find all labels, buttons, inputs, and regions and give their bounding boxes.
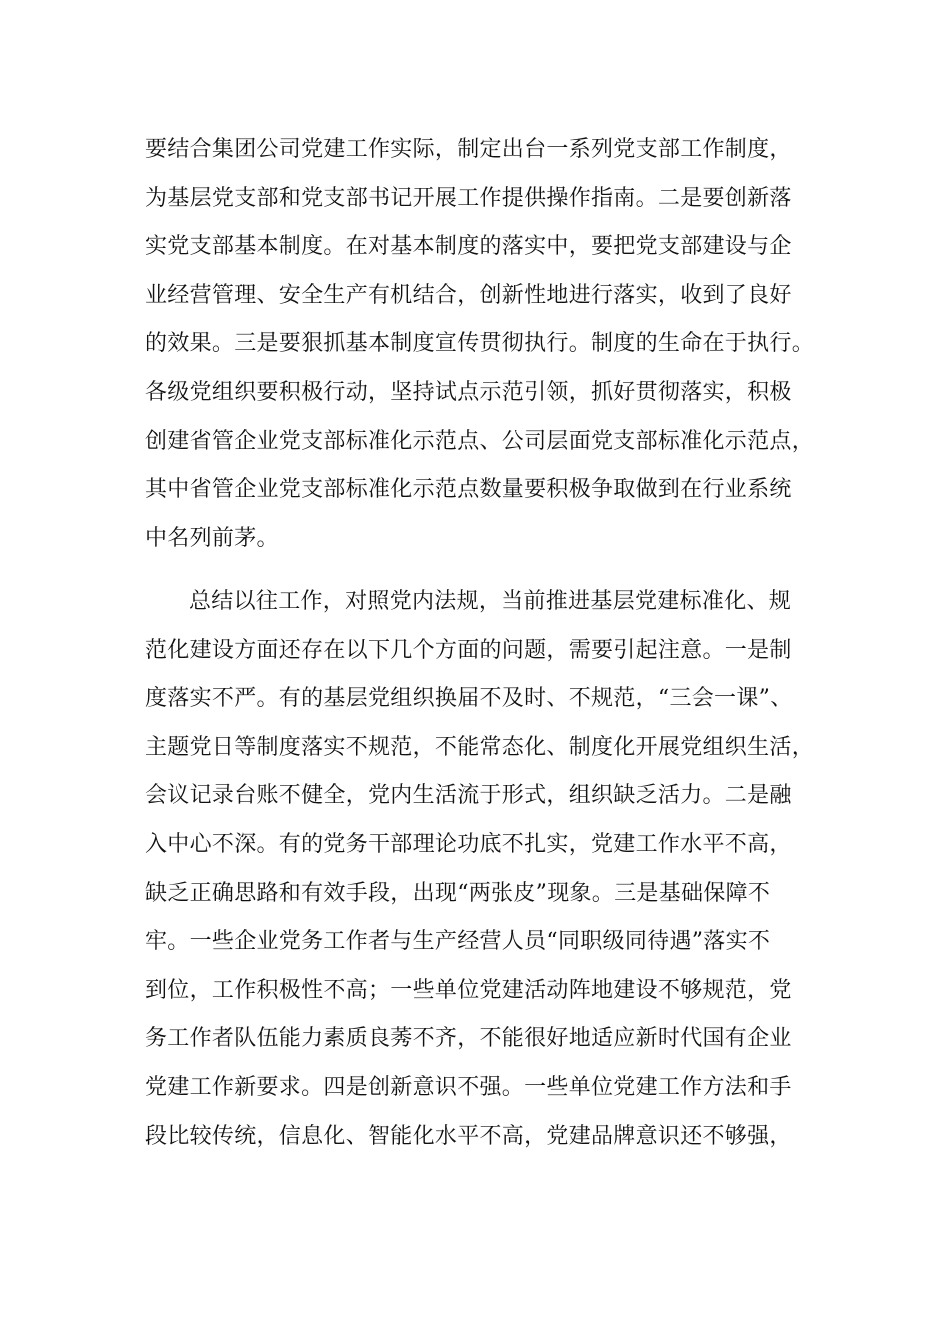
paragraph-1	[145, 126, 825, 563]
paragraph-1-line: 实党支部基本制度。在对基本制度的落实中，要把党支部建设与企	[145, 234, 792, 260]
paragraph-1-line: 的效果。三是要狠抓基本制度宣传贯彻执行。制度的生命在于执行。	[145, 331, 815, 357]
paragraph-2-line: 总结以往工作，对照党内法规，当前推进基层党建标准化、规	[189, 589, 792, 614]
paragraph-1-line: 创建省管企业党支部标准化示范点、公司层面党支部标准化示范点，	[145, 428, 815, 454]
paragraph-2-line: 度落实不严。有的基层党组织换届不及时、不规范，“三会一课”、	[145, 686, 793, 712]
paragraph-2-line: 入中心不深。有的党务干部理论功底不扎实，党建工作水平不高，	[145, 831, 792, 857]
paragraph-2-line: 务工作者队伍能力素质良莠不齐，不能很好地适应新时代国有企业	[145, 1026, 792, 1052]
paragraph-1-line: 其中省管企业党支部标准化示范点数量要积极争取做到在行业系统	[145, 477, 792, 503]
paragraph-2-line: 范化建设方面还存在以下几个方面的问题，需要引起注意。一是制	[145, 637, 792, 663]
paragraph-2-line: 会议记录台账不健全，党内生活流于形式，组织缺乏活力。二是融	[145, 783, 792, 809]
paragraph-2-line: 牢。一些企业党务工作者与生产经营人员“同职级同待遇”落实不	[145, 929, 771, 955]
paragraph-1-line: 各级党组织要积极行动，坚持试点示范引领，抓好贯彻落实，积极	[145, 379, 792, 405]
paragraph-2-line: 主题党日等制度落实不规范，不能常态化、制度化开展党组织生活，	[145, 734, 815, 760]
paragraph-2	[145, 578, 825, 1161]
paragraph-1-line: 为基层党支部和党支部书记开展工作提供操作指南。二是要创新落	[145, 185, 792, 211]
paragraph-1-line: 要结合集团公司党建工作实际，制定出台一系列党支部工作制度，	[145, 137, 792, 162]
paragraph-1-line: 中名列前茅。	[145, 525, 279, 551]
paragraph-2-line: 段比较传统，信息化、智能化水平不高，党建品牌意识还不够强，	[145, 1123, 792, 1149]
paragraph-2-line: 党建工作新要求。四是创新意识不强。一些单位党建工作方法和手	[145, 1074, 792, 1100]
paragraph-1-line: 业经营管理、安全生产有机结合，创新性地进行落实，收到了良好	[145, 282, 792, 308]
paragraph-2-line: 到位，工作积极性不高；一些单位党建活动阵地建设不够规范，党	[145, 977, 792, 1003]
paragraph-2-line: 缺乏正确思路和有效手段，出现“两张皮”现象。三是基础保障不	[145, 880, 771, 906]
